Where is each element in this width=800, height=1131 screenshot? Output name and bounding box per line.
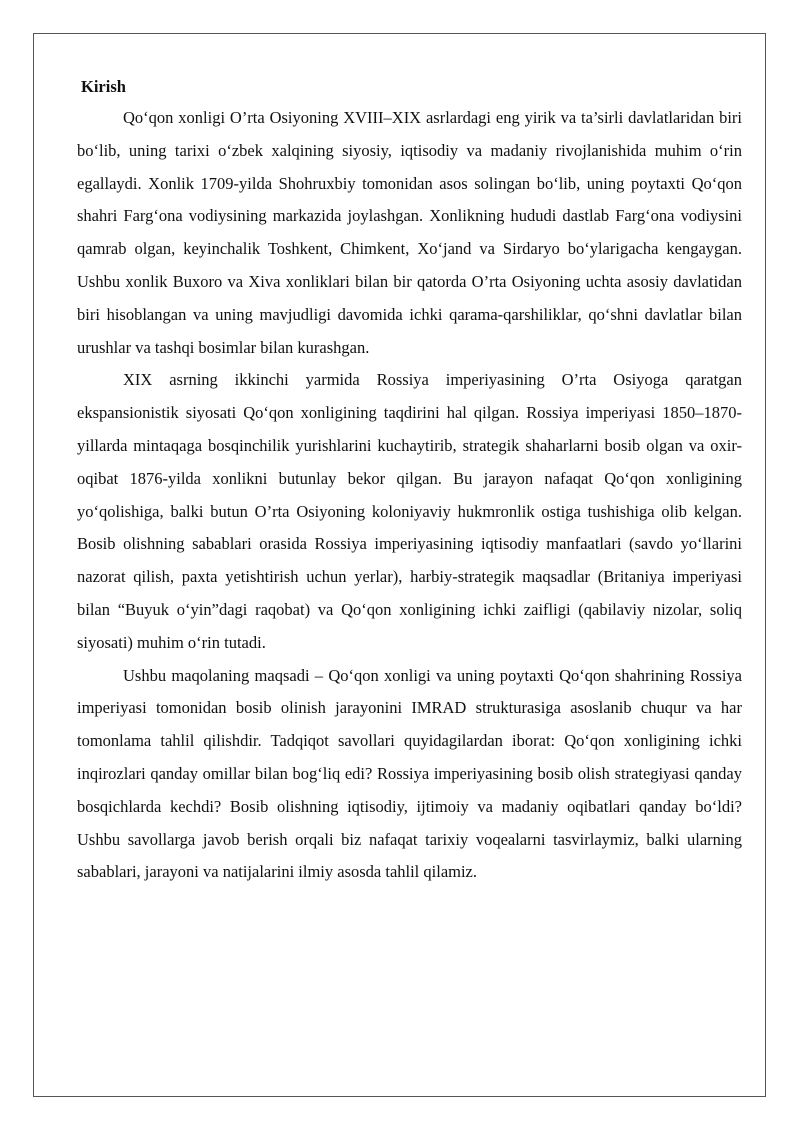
paragraph-1: Qo‘qon xonligi O’rta Osiyoning XVIII–XIX asrlardagi eng yirik va ta’sirli davlatlaridan biri bo‘lib, uning tarixi o‘zbek xalqining siyosiy, iqtisodiy va madaniy rivojlanishida muhim o‘rin egallaydi. Xonlik 1709-yilda Shohruxbiy tomonidan asos solingan bo‘lib, uning poytaxti Qo‘qon shahri Farg‘ona vodiysining markazida joylashgan. Xonlikning hududi dastlab Farg‘ona vodiysini qamrab olgan, keyinchalik Toshkent, Chimkent, Xo‘jand va Sirdaryo bo‘ylarigacha kengaygan. Ushbu xonlik Buxoro va Xiva xonliklari bilan bir qatorda O’rta Osiyoning uchta asosiy davlatidan biri hisoblangan va uning mavjudligi davomida ichki qarama-qarshiliklar, qo‘shni davlatlar bilan urushlar va tashqi bosimlar bilan kurashgan. [77,108,742,357]
paragraph-2: XIX asrning ikkinchi yarmida Rossiya imperiyasining O’rta Osiyoga qaratgan ekspansionistik siyosati Qo‘qon xonligining taqdirini hal qilgan. Rossiya imperiyasi 1850–1870-yillarda mintaqaga bosqinchilik yurishlarini kuchaytirib, strategik shaharlarni bosib olgan va oxir-oqibat 1876-yilda xonlikni butunlay bekor qilgan. Bu jarayon nafaqat Qo‘qon xonligining yo‘qolishiga, balki butun O’rta Osiyoning koloniyaviy hukmronlik ostiga tushishiga olib kelgan. Bosib olishning sabablari orasida Rossiya imperiyasining iqtisodiy manfaatlari (savdo yo‘llarini nazorat qilish, paxta yetishtirish uchun yerlar), harbiy-strategik maqsadlar (Britaniya imperiyasi bilan “Buyuk o‘yin”dagi raqobat) va Qo‘qon xonligining ichki zaifligi (qabilaviy nizolar, soliq siyosati) muhim o‘rin tutadi. [77,370,742,652]
section-heading: Kirish [81,77,126,96]
paragraph-3: Ushbu maqolaning maqsadi – Qo‘qon xonligi va uning poytaxti Qo‘qon shahrining Rossiya imperiyasi tomonidan bosib olinish jarayonini IMRAD strukturasiga asoslanib chuqur va har tomonlama tahlil qilishdir. Tadqiqot savollari quyidagilardan iborat: Qo‘qon xonligining ichki inqirozlari qanday omillar bilan bog‘liq edi? Rossiya imperiyasining bosib olish strategiyasi qanday bosqichlarda kechdi? Bosib olishning iqtisodiy, ijtimoiy va madaniy oqibatlari qanday bo‘ldi? Ushbu savollarga javob berish orqali biz nafaqat tarixiy voqealarni tasvirlaymiz, balki ularning sabablari, jarayoni va natijalarini ilmiy asosda tahlil qilamiz. [77,665,742,882]
document-body [77,72,742,889]
